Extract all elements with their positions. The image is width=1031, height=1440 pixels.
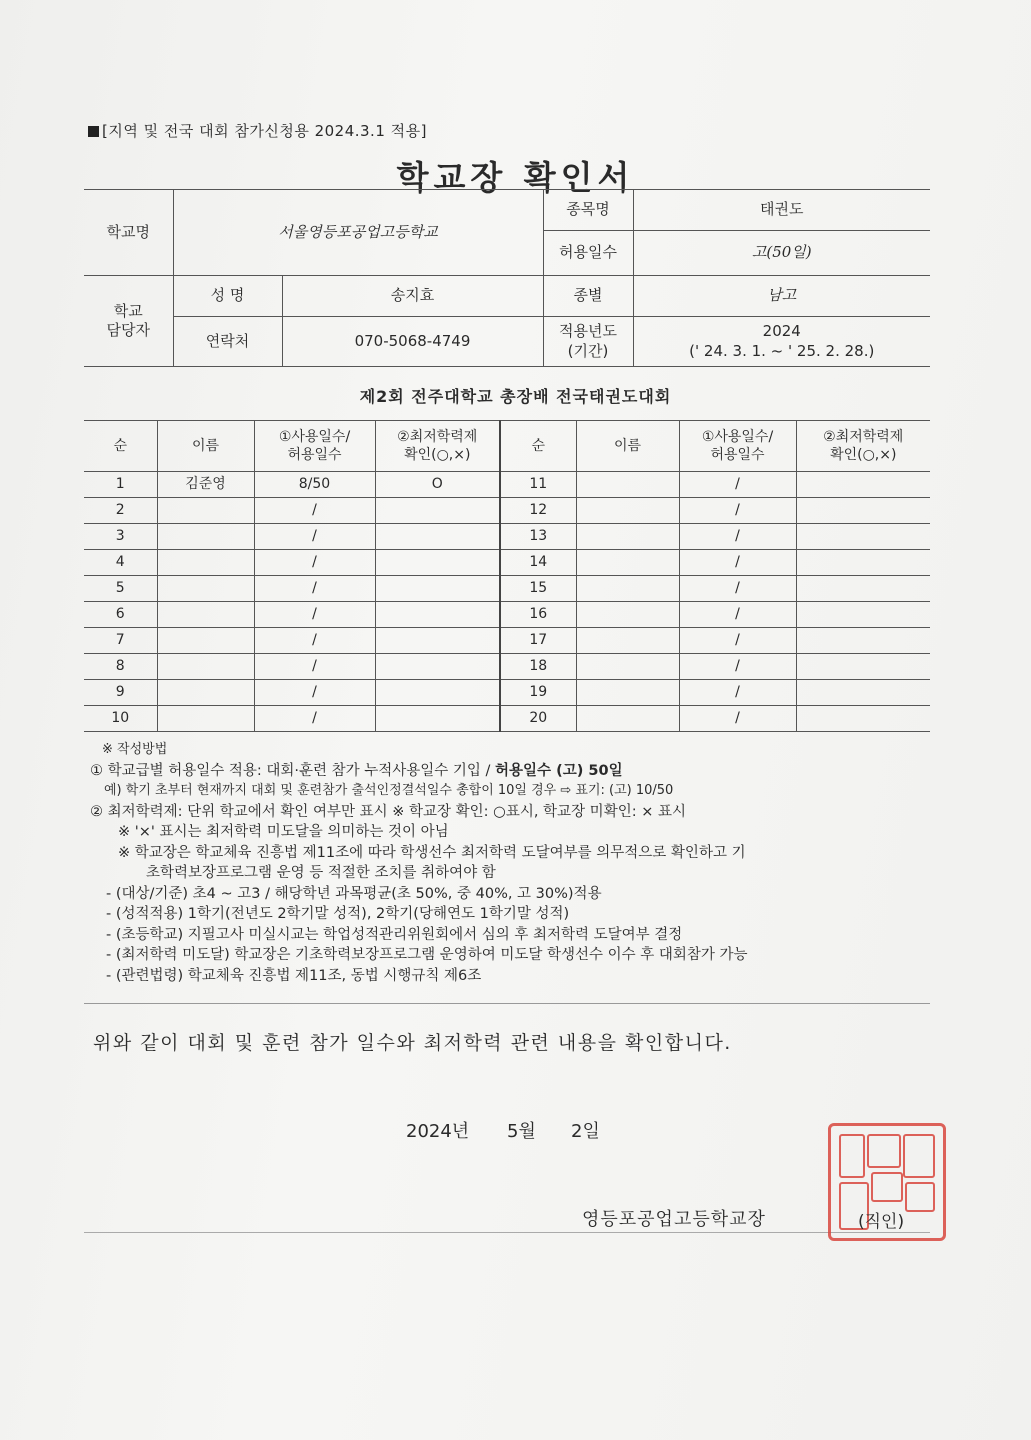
contact-label: 연락처 — [173, 317, 282, 367]
table-row — [84, 706, 930, 732]
principal-name: 영등포공업고등학교장 — [582, 1209, 766, 1230]
note-4b: 초학력보장프로그램 운영 등 적절한 조치를 취하여야 함 — [146, 865, 496, 881]
instructions-heading: ※ 작성방법 — [102, 742, 168, 757]
name-label: 성 명 — [173, 276, 282, 317]
athlete-name — [157, 602, 254, 628]
used-days: / — [679, 628, 796, 654]
confirmation-text: 위와 같이 대회 및 훈련 참가 일수와 최저학력 관련 내용을 확인합니다. — [93, 1032, 732, 1054]
academic-check — [796, 472, 930, 498]
academic-check — [375, 628, 500, 654]
row-number: 11 — [500, 472, 576, 498]
used-days: / — [254, 550, 375, 576]
bottom-divider — [84, 1232, 930, 1233]
academic-check: O — [375, 472, 500, 498]
used-days: 8/50 — [254, 472, 375, 498]
athlete-name — [576, 498, 679, 524]
school-value: 서울영등포공업고등학교 — [173, 190, 543, 276]
athlete-name — [576, 576, 679, 602]
table-row — [84, 472, 930, 498]
row-number: 10 — [84, 706, 157, 732]
header-check: ②최저학력제 확인(○,×) — [375, 421, 500, 472]
table-row — [84, 654, 930, 680]
kind-label: 종별 — [543, 276, 633, 317]
used-days: / — [254, 706, 375, 732]
athlete-name — [576, 472, 679, 498]
table-row — [84, 498, 930, 524]
roster-table — [84, 420, 930, 732]
date-month: 5월 — [507, 1121, 536, 1142]
used-days: / — [679, 706, 796, 732]
row-number: 15 — [500, 576, 576, 602]
header-days: ①사용일수/ 허용일수 — [254, 421, 375, 472]
row-number: 12 — [500, 498, 576, 524]
used-days: / — [679, 524, 796, 550]
note-2: ② 최저학력제: 단위 학교에서 확인 여부만 표시 ※ 학교장 확인: ○표시, 학교장 미확인: × 표시 — [90, 803, 686, 820]
event-label: 종목명 — [543, 190, 633, 231]
athlete-name — [157, 680, 254, 706]
academic-check — [796, 706, 930, 732]
row-number: 16 — [500, 602, 576, 628]
note-4a: ※ 학교장은 학교체육 진흥법 제11조에 따라 학생선수 최저학력 도달여부를 의무적으로 확인하고 기 — [118, 844, 746, 861]
athlete-name — [157, 576, 254, 602]
table-row — [84, 524, 930, 550]
athlete-name — [157, 654, 254, 680]
school-info-table — [84, 189, 930, 367]
note-1-text: ① 학교급별 허용일수 적용: 대회·훈련 참가 누적사용일수 기입 / — [90, 762, 491, 779]
row-number: 1 — [84, 472, 157, 498]
used-days: / — [679, 680, 796, 706]
athlete-name — [576, 602, 679, 628]
row-number: 3 — [84, 524, 157, 550]
table-row — [84, 680, 930, 706]
athlete-name — [157, 628, 254, 654]
detail-1: - (대상/기준) 초4 ~ 고3 / 해당학년 과목평균(초 50%, 중 40%, 고 30%)적용 — [106, 885, 602, 902]
date-day: 2일 — [571, 1121, 600, 1142]
academic-check — [796, 550, 930, 576]
athlete-name — [576, 706, 679, 732]
row-number: 18 — [500, 654, 576, 680]
row-number: 6 — [84, 602, 157, 628]
academic-check — [375, 576, 500, 602]
academic-check — [796, 680, 930, 706]
date-year: 2024년 — [406, 1121, 470, 1142]
header-no: 순 — [500, 421, 576, 472]
athlete-name — [157, 498, 254, 524]
year-value: 2024 — [762, 322, 801, 340]
row-number: 13 — [500, 524, 576, 550]
table-row — [84, 576, 930, 602]
athlete-name — [576, 654, 679, 680]
detail-2: - (성적적용) 1학기(전년도 2학기말 성적), 2학기(당해연도 1학기말 성적) — [106, 906, 570, 922]
used-days: / — [254, 576, 375, 602]
row-number: 20 — [500, 706, 576, 732]
athlete-name: 김준영 — [157, 472, 254, 498]
row-number: 14 — [500, 550, 576, 576]
table-row — [84, 628, 930, 654]
divider — [84, 1003, 930, 1004]
used-days: / — [679, 654, 796, 680]
used-days: / — [679, 550, 796, 576]
competition-title: 제2회 전주대학교 총장배 전국태권도대회 — [359, 387, 672, 406]
table-row — [84, 602, 930, 628]
academic-check — [375, 706, 500, 732]
instructions — [90, 740, 930, 986]
year-cell — [633, 317, 930, 367]
days-label: 허용일수 — [543, 231, 633, 276]
athlete-name — [157, 524, 254, 550]
row-number: 5 — [84, 576, 157, 602]
row-number: 8 — [84, 654, 157, 680]
used-days: / — [254, 680, 375, 706]
row-number: 19 — [500, 680, 576, 706]
manager-label: 학교 담당자 — [84, 276, 173, 367]
academic-check — [796, 602, 930, 628]
year-label: 적용년도 (기간) — [543, 317, 633, 367]
used-days: / — [254, 524, 375, 550]
header-days: ①사용일수/ 허용일수 — [679, 421, 796, 472]
days-value: 고(50일) — [633, 231, 930, 276]
table-row — [84, 550, 930, 576]
detail-3: - (초등학교) 지필고사 미실시교는 학업성적관리위원회에서 심의 후 최저학력 도달여부 결정 — [106, 926, 683, 943]
athlete-name — [576, 628, 679, 654]
academic-check — [796, 628, 930, 654]
detail-4: - (최저학력 미도달) 학교장은 기초학력보장프로그램 운영하여 미도달 학생선수 이수 후 대회참가 가능 — [106, 947, 748, 963]
academic-check — [375, 550, 500, 576]
row-number: 2 — [84, 498, 157, 524]
note-1-example: 예) 학기 초부터 현재까지 대회 및 훈련참가 출석인정결석일수 총합이 10일 경우 ⇨ 표기: (고) 10/50 — [104, 783, 674, 798]
academic-check — [796, 498, 930, 524]
period-value: (' 24. 3. 1. ~ ' 25. 2. 28.) — [689, 341, 875, 360]
athlete-name — [157, 706, 254, 732]
used-days: / — [254, 628, 375, 654]
form-type-tag — [88, 120, 427, 141]
header-check: ②최저학력제 확인(○,×) — [796, 421, 930, 472]
row-number: 7 — [84, 628, 157, 654]
athlete-name — [576, 680, 679, 706]
header-no: 순 — [84, 421, 157, 472]
used-days: / — [679, 472, 796, 498]
square-bullet-icon — [88, 126, 99, 137]
academic-check — [375, 654, 500, 680]
note-3: ※ '×' 표시는 최저학력 미도달을 의미하는 것이 아님 — [118, 824, 449, 840]
used-days: / — [679, 602, 796, 628]
athlete-name — [157, 550, 254, 576]
event-value: 태권도 — [633, 190, 930, 231]
seal-label: (직인) — [858, 1212, 905, 1232]
used-days: / — [679, 498, 796, 524]
header-name: 이름 — [576, 421, 679, 472]
row-number: 9 — [84, 680, 157, 706]
used-days: / — [254, 654, 375, 680]
detail-5: - (관련법령) 학교체육 진흥법 제11조, 동법 시행규칙 제6조 — [106, 967, 482, 984]
header-name: 이름 — [157, 421, 254, 472]
academic-check — [796, 654, 930, 680]
academic-check — [375, 680, 500, 706]
row-number: 4 — [84, 550, 157, 576]
athlete-name — [576, 550, 679, 576]
name-value: 송지효 — [282, 276, 543, 317]
school-label: 학교명 — [84, 190, 173, 276]
contact-value: 070-5068-4749 — [282, 317, 543, 367]
document-title: 학교장 확인서 — [396, 158, 635, 197]
form-type-text: [지역 및 전국 대회 참가신청용 2024.3.1 적용] — [102, 122, 427, 140]
academic-check — [796, 524, 930, 550]
used-days: / — [254, 602, 375, 628]
academic-check — [375, 602, 500, 628]
used-days: / — [679, 576, 796, 602]
note-1 — [90, 761, 930, 782]
kind-value: 남고 — [633, 276, 930, 317]
note-1-bold: 허용일수 (고) 50일 — [495, 762, 623, 779]
academic-check — [375, 524, 500, 550]
used-days: / — [254, 498, 375, 524]
academic-check — [375, 498, 500, 524]
row-number: 17 — [500, 628, 576, 654]
academic-check — [796, 576, 930, 602]
athlete-name — [576, 524, 679, 550]
